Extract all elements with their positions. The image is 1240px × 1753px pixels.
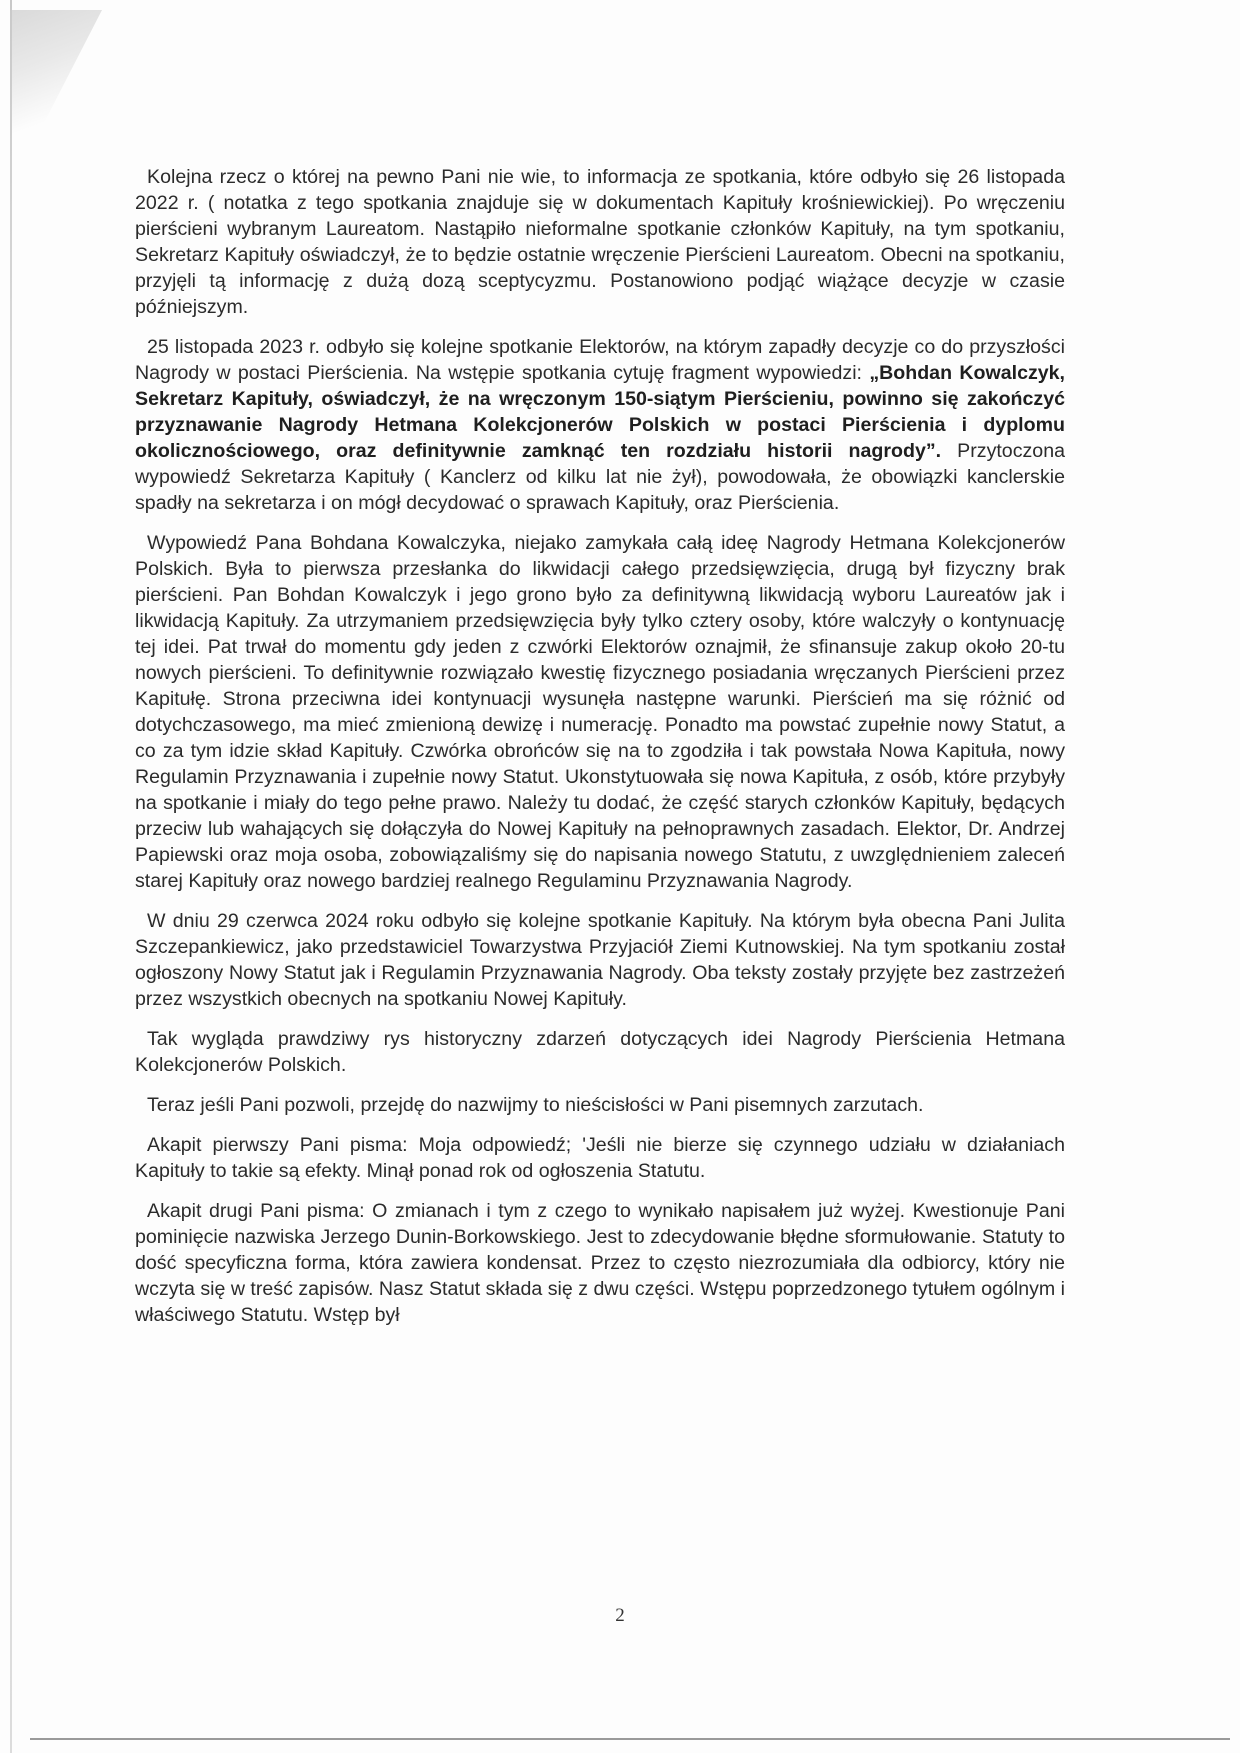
scan-edge — [10, 0, 12, 1753]
quoted-statement: „Bohdan Kowalczyk, Sekretarz Kapituły, oświadczył, że na wręczonym 150-siątym Pierścieniu, powinno się zakończyć przyznawanie Nagrody Hetmana Kolekcjonerów Polskich w postaci Pierścienia i dyplomu okolicznościowego, oraz definitywnie zamknąć ten rozdziału historii nagrody”. — [135, 362, 1066, 462]
paragraph: Kolejna rzecz o której na pewno Pani nie wie, to informacja ze spotkania, które odbyło się 26 listopada 2022 r. ( notatka z tego spotkania znajduje się w dokumentach Kapituły krośniewickiej). Po wręczeniu pierścieni wybranym Laureatom. Nastąpiło nieformalne spotkanie członków Kapituły, na tym spotkaniu, Sekretarz Kapituły oświadczył, że to będzie ostatnie wręczenie Pierścieni Laureatom. Obecni na spotkaniu, przyjęli tą informację z dużą dozą sceptycyzmu. Postanowiono podjąć wiążące decyzje w czasie późniejszym. — [135, 166, 1065, 318]
letter-body — [135, 164, 1065, 1342]
scan-corner-shadow — [12, 10, 102, 185]
paragraph: Akapit pierwszy Pani pisma: Moja odpowiedź; 'Jeśli nie bierze się czynnego udziału w działaniach Kapituły to takie są efekty. Minął ponad rok od ogłoszenia Statutu. — [135, 1134, 1065, 1182]
paragraph-with-quote — [135, 334, 1065, 516]
paragraph: Wypowiedź Pana Bohdana Kowalczyka, niejako zamykała całą ideę Nagrody Hetmana Kolekcjonerów Polskich. Była to pierwsza przesłanka do likwidacji całego przedsięwzięcia, drugą był fizyczny brak pierścieni. Pan Bohdan Kowalczyk i jego grono było za definitywną likwidacją wyboru Laureatów jak i likwidacją Kapituły. Za utrzymaniem przedsięwzięcia były tylko cztery osoby, które walczyły o kontynuację tej idei. Pat trwał do momentu gdy jeden z czwórki Elektorów oznajmił, że sfinansuje zakup około 20-tu nowych pierścieni. To definitywnie rozwiązało kwestię fizycznego posiadania wręczanych Pierścieni przez Kapitułę. Strona przeciwna idei kontynuacji wysunęła następne warunki. Pierścień ma się różnić od dotychczasowego, ma mieć zmienioną dewizę i numerację. Ponadto ma powstać zupełnie nowy Statut, a co za tym idzie skład Kapituły. Czwórka obrońców się na to zgodziła i tak powstała Nowa Kapituła, nowy Regulamin Przyznawania i zupełnie nowy Statut. Ukonstytuowała się nowa Kapituła, z osób, które przybyły na spotkanie i miały do tego pełne prawo. Należy tu dodać, że część starych członków Kapituły, będących przeciw lub wahających się dołączyła do Nowej Kapituły na pełnoprawnych zasadach. Elektor, Dr. Andrzej Papiewski oraz moja osoba, zobowiązaliśmy się do napisania nowego Statutu, z uwzględnieniem zaleceń starej Kapituły oraz nowego bardziej realnego Regulaminu Przyznawania Nagrody. — [135, 532, 1065, 892]
paragraph: Tak wygląda prawdziwy rys historyczny zdarzeń dotyczących idei Nagrody Pierścienia Hetmana Kolekcjonerów Polskich. — [135, 1028, 1065, 1076]
page-number: 2 — [615, 1605, 625, 1626]
paragraph: Akapit drugi Pani pisma: O zmianach i tym z czego to wynikało napisałem już wyżej. Kwestionuje Pani pominięcie nazwiska Jerzego Dunin-Borkowskiego. Jest to zdecydowanie błędne sformułowanie. Statuty to dość specyficzna forma, która zawiera kondensat. Przez to często niezrozumiała dla odbiorcy, który nie wczyta się w treść zapisów. Nasz Statut składa się z dwu części. Wstępu poprzedzonego tytułem ogólnym i właściwego Statutu. Wstęp był — [135, 1200, 1066, 1326]
paragraph-text: Przytoczona wypowiedź Sekretarza Kapituły ( Kanclerz od kilku lat nie żył), powodowała, że obowiązki kanclerskie spadły na sekretarza i on mógł decydować o sprawach Kapituły, oraz Pierścienia. — [135, 440, 1065, 514]
paragraph: W dniu 29 czerwca 2024 roku odbyło się kolejne spotkanie Kapituły. Na którym była obecna Pani Julita Szczepankiewicz, jako przedstawiciel Towarzystwa Przyjaciół Ziemi Kutnowskiej. Na tym spotkaniu został ogłoszony Nowy Statut jak i Regulamin Przyznawania Nagrody. Oba teksty zostały przyjęte bez zastrzeżeń przez wszystkich obecnych na spotkaniu Nowej Kapituły. — [135, 910, 1065, 1010]
scan-bottom-edge — [30, 1738, 1230, 1740]
paragraph: Teraz jeśli Pani pozwoli, przejdę do nazwijmy to nieścisłości w Pani pisemnych zarzutach. — [147, 1094, 924, 1116]
paragraph-text: 25 listopada 2023 r. odbyło się kolejne spotkanie Elektorów, na którym zapadły decyzje co do przyszłości Nagrody w postaci Pierścienia. Na wstępie spotkania cytuję fragment wypowiedzi: — [135, 336, 1065, 384]
